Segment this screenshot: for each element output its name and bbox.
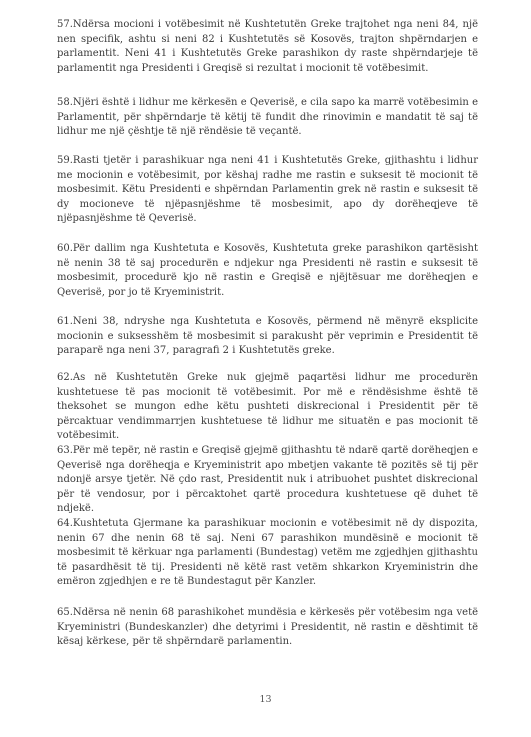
paragraph-64: [57, 517, 478, 590]
paragraph-text: Rasti tjetër i parashikuar nga neni 41 i Kushtetutës Greke, gjithashtu i lidhur me mocionin e votëbesimit, por këshaj radhe me rastin e suksesit të mocionit të mosbesimit. Këtu Presidenti e shpërndan Parlamentin grek në rastin e suksesit të dy mocioneve të njëpasnjëshme të mosbesimit, apo dy dorëheqjeve të njëpasnjëshme të Qeverisë.: [57, 155, 478, 224]
paragraph-text: Kushtetuta Gjermane ka parashikuar mocionin e votëbesimit në dy dispozita, nenin 67 dhe nenin 68 të saj. Neni 67 parashikon mundësinë e mocionit të mosbesimit të kërkuar nga parlamenti (Bundestag) vetëm me zgjedhjen gjithashtu të pasardhësit të tij. Presidenti në këtë rast vetëm shkarkon Kryeministrin dhe emëron zgjedhjen e re të Bundestagut për Kanzler.: [57, 518, 478, 587]
paragraph-number: 60.: [57, 243, 73, 254]
paragraph-59: [57, 154, 478, 227]
paragraph-number: 57.: [57, 19, 73, 30]
paragraph-text: Neni 38, ndryshe nga Kushtetuta e Kosovës, përmend në mënyrë eksplicite mocionin e suksesshëm të mosbesimit si parakusht për veprimin e Presidentit të paraparë nga neni 37, paragrafi 2 i Kushtetutës greke.: [57, 316, 478, 356]
paragraph-number: 63.: [57, 445, 73, 456]
paragraph-number: 61.: [57, 316, 73, 327]
paragraph-61: [57, 315, 478, 359]
paragraph-text: Ndërsa në nenin 68 parashikohet mundësia e kërkesës për votëbesim nga vetë Kryeministri (Bundeskanzler) dhe detyrimi i Presidentit, në rastin e dështimit të kësaj kërkese, për të shpërndarë parlamentin.: [57, 607, 478, 647]
paragraph-62: [57, 371, 478, 444]
paragraph-text: Njëri është i lidhur me kërkesën e Qeverisë, e cila sapo ka marrë votëbesimin e Parlamentit, për shpërndarje të këtij të fundit dhe rinovimin e mandatit të saj të lidhur me një çështje të një rëndësie të veçantë.: [57, 97, 478, 137]
paragraph-number: 59.: [57, 155, 73, 166]
paragraph-number: 62.: [57, 372, 73, 383]
page-number: 13: [259, 694, 272, 705]
paragraph-text: As në Kushtetutën Greke nuk gjejmë paqartësi lidhur me procedurën kushtetuese të pas mocionit të votëbesimit. Por më e rëndësishme është të theksohet se mungon edhe këtu pushteti diskrecional i Presidentit për të përcaktuar vendimmarrjen kushtetuese të lidhur me situatën e pas mocionit të votëbesimit.: [57, 372, 478, 441]
paragraph-65: [57, 606, 478, 650]
paragraph-57: [57, 18, 478, 76]
paragraph-number: 64.: [57, 518, 73, 529]
paragraph-63: [57, 444, 478, 517]
paragraph-58: [57, 96, 478, 140]
paragraph-number: 58.: [57, 97, 73, 108]
paragraph-60: [57, 242, 478, 300]
paragraph-number: 65.: [57, 607, 73, 618]
paragraph-text: Për dallim nga Kushtetuta e Kosovës, Kushtetuta greke parashikon qartësisht në nenin 38 të saj procedurën e ndjekur nga Presidenti në rastin e suksesit të mosbesimit, procedurë kjo në rastin e Greqisë e njëjtësuar me dorëheqjen e Qeverisë, por jo të Kryeministrit.: [57, 243, 478, 298]
paragraph-text: Për më tepër, në rastin e Greqisë gjejmë gjithashtu të ndarë qartë dorëheqjen e Qeverisë nga dorëheqja e Kryeministrit apo mbetjen vakante të pozitës së tij për ndonjë arsye tjetër. Në çdo rast, Presidentit nuk i atribuohet pushtet diskrecional për të vendosur, por i përcaktohet qartë procedura kushtetuese që duhet të ndjekë.: [57, 445, 478, 514]
paragraph-text: Ndërsa mocioni i votëbesimit në Kushtetutën Greke trajtohet nga neni 84, një nen specifik, ashtu si neni 82 i Kushtetutës së Kosovës, trajton shpërndarjen e parlamentit. Neni 41 i Kushtetutës Greke parashikon dy raste shpërndarjeje të parlamentit nga Presidenti i Greqisë si rezultat i mocionit të votëbesimit.: [57, 19, 478, 74]
